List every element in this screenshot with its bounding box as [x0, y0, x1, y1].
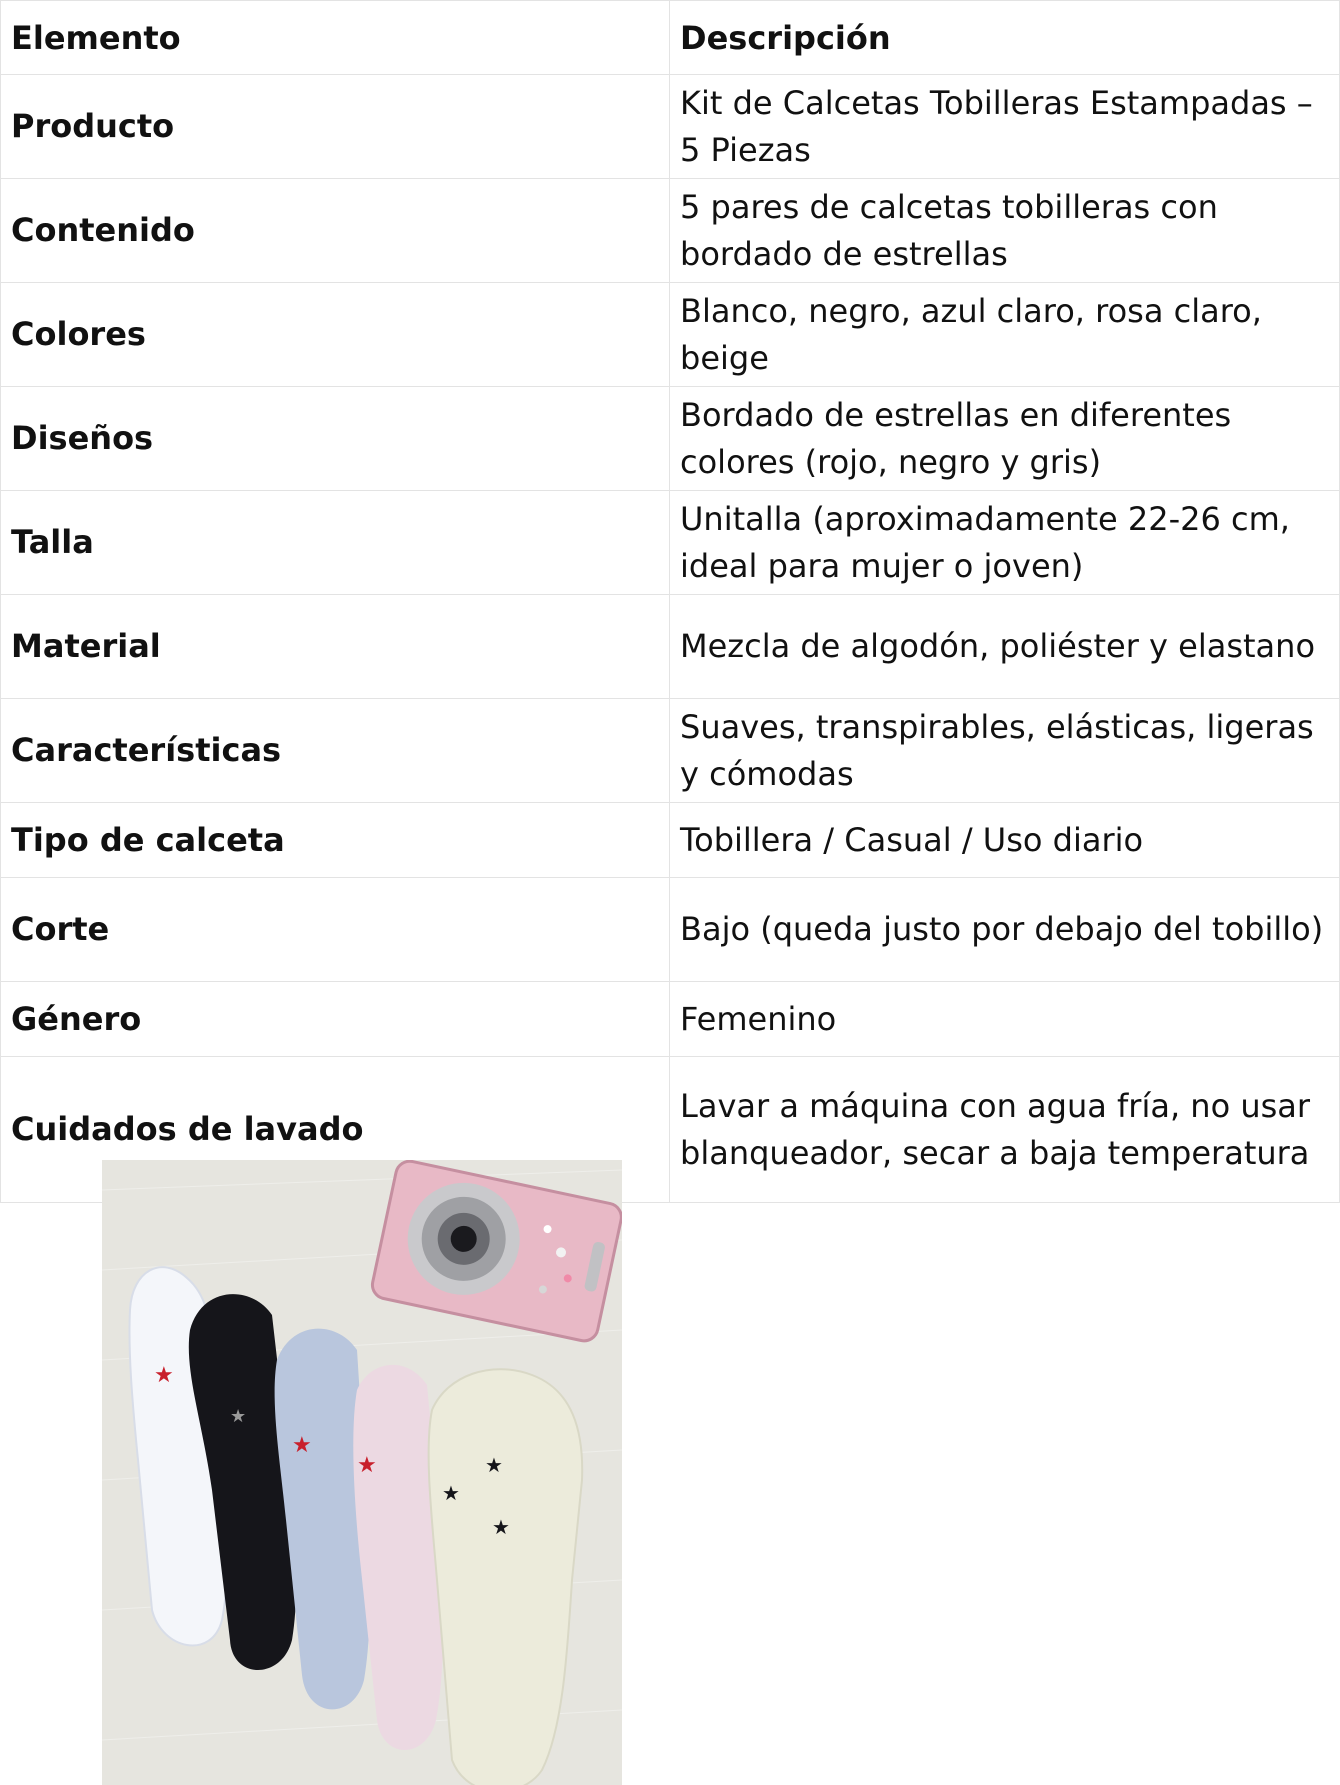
row-label: Contenido: [1, 179, 670, 283]
table-row: [1, 878, 1340, 982]
row-value: Blanco, negro, azul claro, rosa claro, beige: [670, 283, 1340, 387]
star-icon: ★: [357, 1453, 377, 1478]
table-row: [1, 982, 1340, 1057]
table-row: [1, 803, 1340, 878]
header-elemento: Elemento: [1, 1, 670, 75]
row-label: Material: [1, 595, 670, 699]
row-label: Género: [1, 982, 670, 1057]
row-label: Características: [1, 699, 670, 803]
table-row: [1, 491, 1340, 595]
row-value: Mezcla de algodón, poliéster y elastano: [670, 595, 1340, 699]
row-value: Lavar a máquina con agua fría, no usar blanqueador, secar a baja temperatura: [670, 1057, 1340, 1203]
table-row: [1, 75, 1340, 179]
table-row: [1, 283, 1340, 387]
star-icon: ★: [154, 1363, 174, 1388]
row-value: Femenino: [670, 982, 1340, 1057]
row-value: 5 pares de calcetas tobilleras con bordado de estrellas: [670, 179, 1340, 283]
star-icon: ★: [292, 1433, 312, 1458]
table-row: [1, 699, 1340, 803]
star-icon: ★: [230, 1406, 247, 1427]
row-label: Diseños: [1, 387, 670, 491]
header-descripcion: Descripción: [670, 1, 1340, 75]
star-icon: ★: [485, 1453, 503, 1477]
row-label: Corte: [1, 878, 670, 982]
row-label: Talla: [1, 491, 670, 595]
table-row: [1, 179, 1340, 283]
row-label: Tipo de calceta: [1, 803, 670, 878]
row-value: Tobillera / Casual / Uso diario: [670, 803, 1340, 878]
row-value: Unitalla (aproximadamente 22-26 cm, ideal para mujer o joven): [670, 491, 1340, 595]
row-label: Colores: [1, 283, 670, 387]
row-value: Kit de Calcetas Tobilleras Estampadas – 5 Piezas: [670, 75, 1340, 179]
row-value: Bordado de estrellas en diferentes colores (rojo, negro y gris): [670, 387, 1340, 491]
star-icon: ★: [492, 1515, 510, 1539]
star-icon: ★: [442, 1481, 460, 1505]
row-label: Producto: [1, 75, 670, 179]
table-header-row: [1, 1, 1340, 75]
row-label: Cuidados de lavado: [1, 1057, 670, 1203]
table-row: [1, 387, 1340, 491]
table-row: [1, 595, 1340, 699]
row-value: Suaves, transpirables, elásticas, ligeras y cómodas: [670, 699, 1340, 803]
product-photo: [102, 1160, 622, 1785]
row-value: Bajo (queda justo por debajo del tobillo): [670, 878, 1340, 982]
